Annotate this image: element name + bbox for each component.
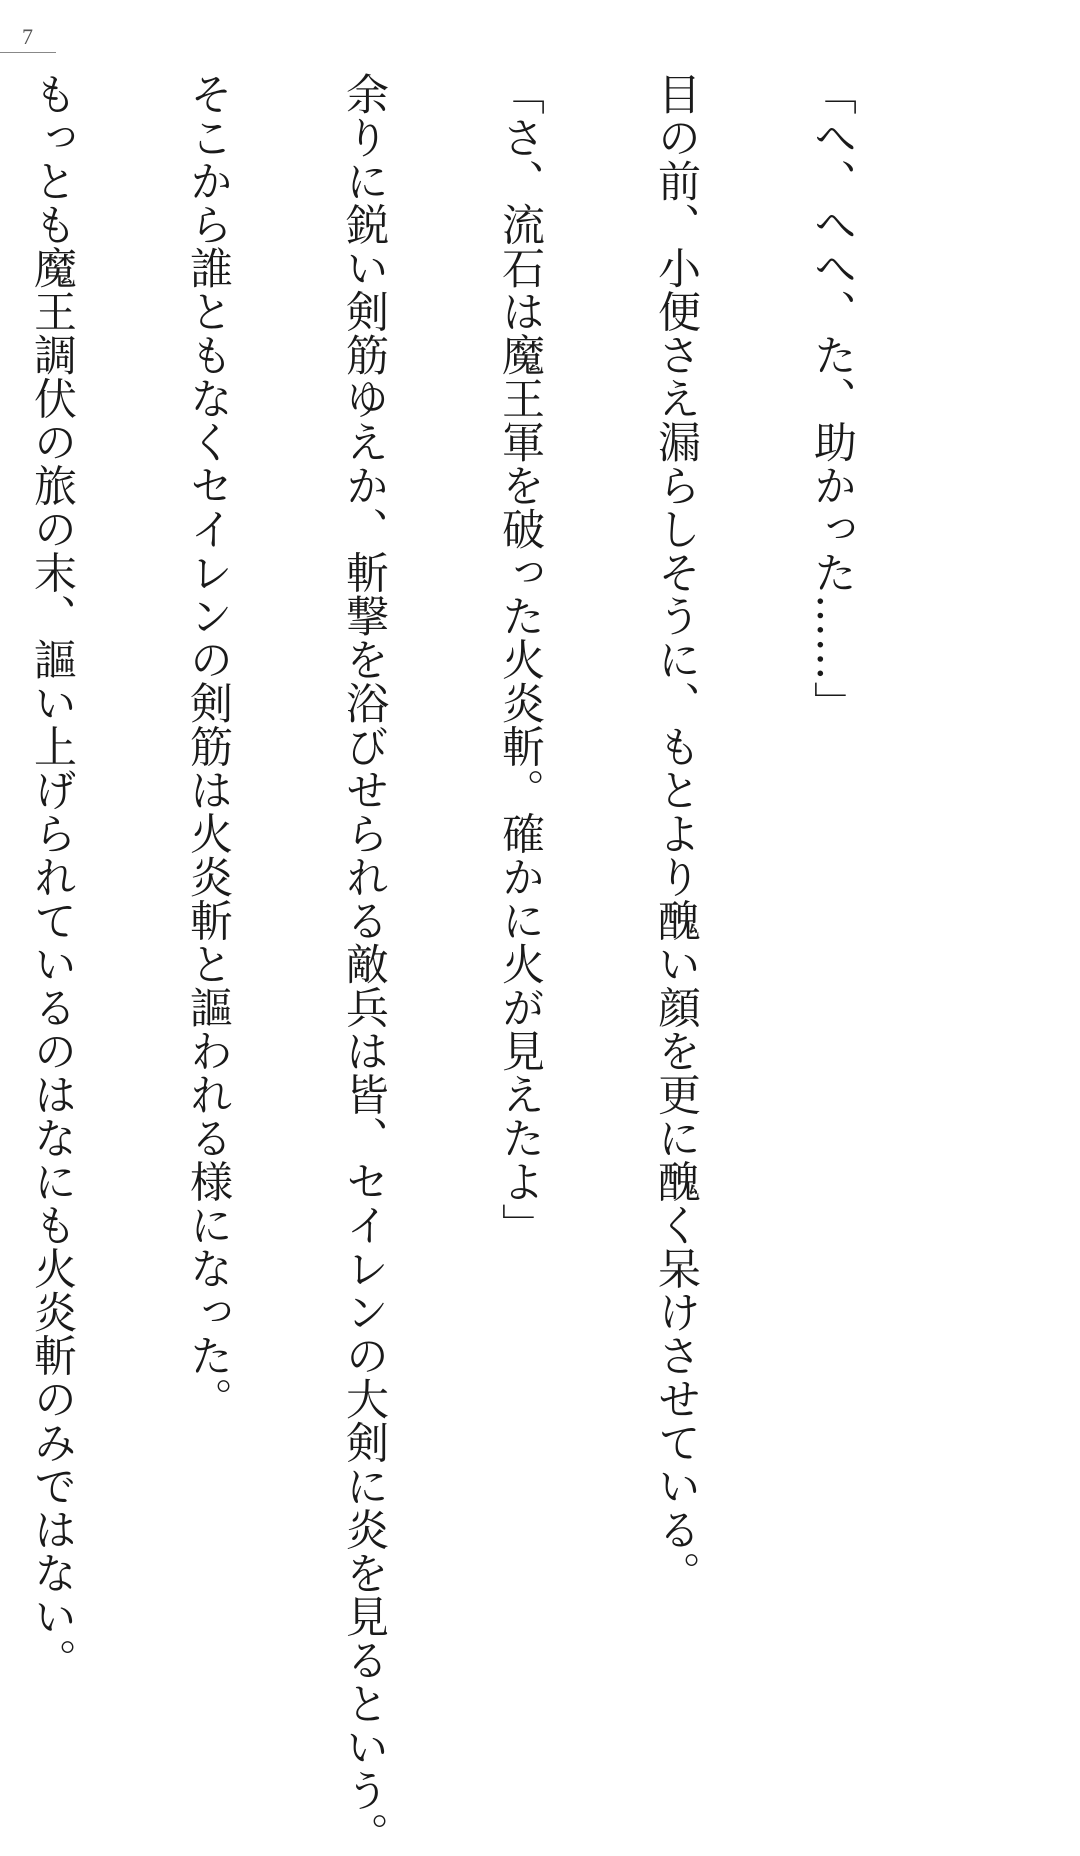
text-line: もっとも魔王調伏の旅の末、謳い上げられているのはなにも火炎斬のみではない。 — [27, 72, 77, 1682]
text-line: 「へ、へへ、た、助かった……」 — [807, 72, 857, 725]
text-line: 「さ、流石は魔王軍を破った火炎斬。確かに火が見えたよ」 — [495, 72, 545, 1247]
text-line: 目の前、小便さえ漏らしそうに、もとより醜い顔を更に醜く呆けさせている。 — [651, 72, 701, 1595]
page-number-rule — [0, 52, 56, 53]
page-number: 7 — [22, 24, 33, 49]
text-line: そこから誰ともなくセイレンの剣筋は火炎斬と謳われる様になった。 — [183, 72, 233, 1421]
text-line: 余りに鋭い剣筋ゆえか、斬撃を浴びせられる敵兵は皆、セイレンの大剣に炎を見るという。 — [339, 72, 389, 1856]
novel-text-body — [0, 72, 962, 1856]
